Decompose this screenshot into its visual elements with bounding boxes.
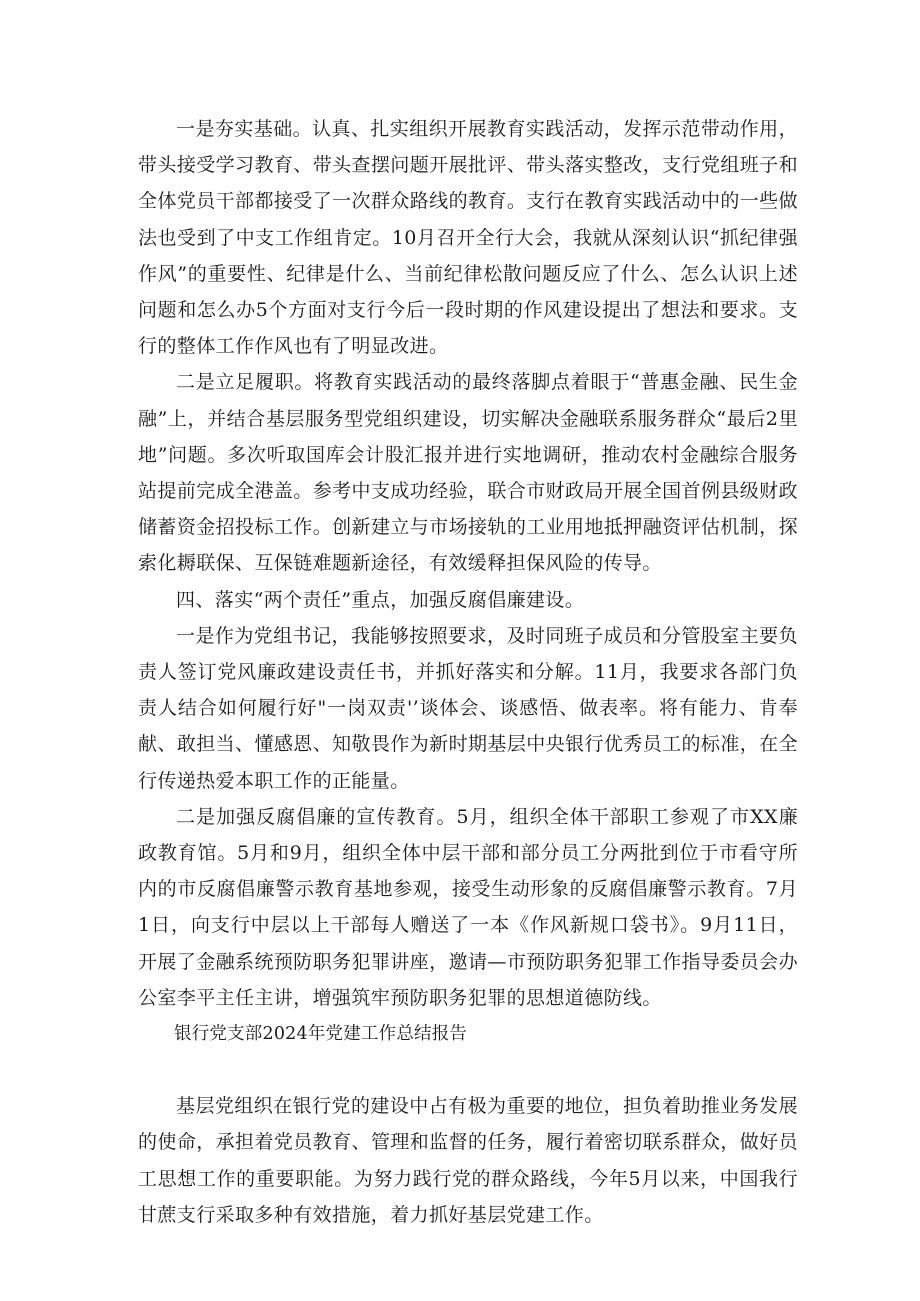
document-body xyxy=(138,111,798,1233)
section-heading-two-responsibilities: 四、落实“两个责任”重点，加强反腐倡廉建设。 xyxy=(176,588,585,611)
paragraph-party-secretary: 一是作为党组书记，我能够按照要求，及时同班子成员和分管股室主要负责人签订党风廉政建设责任书，并抓好落实和分解。11月，我要求各部门负责人结合如何履行好"一岗双责'’谈体会、谈感悟、做表率。将有能力、肯奉献、敢担当、懂感恩、知敬畏作为新时期基层中央银行优秀员工的标准，在全行传递热爱本职工作的正能量。 xyxy=(138,624,798,792)
paragraph-consolidate-foundation: 一是夯实基础。认真、扎实组织开展教育实践活动，发挥示范带动作用，带头接受学习教育、带头查摆问题开展批评、带头落实整改，支行党组班子和全体党员干部都接受了一次群众路线的教育。支行在教育实践活动中的一些做法也受到了中支工作组肯定。10月召开全行大会，我就从深刻认识“抓纪律强作风”的重要性、纪律是什么、当前纪律松散问题反应了什么、怎么认识上述问题和怎么办5个方面对支行今后一段时期的作风建设提出了想法和要求。支行的整体工作作风也有了明显改进。 xyxy=(138,118,798,358)
document-title: 银行党支部2024年党建工作总结报告 xyxy=(174,1024,468,1045)
spacer xyxy=(138,1052,798,1088)
paragraph-perform-duties: 二是立足履职。将教育实践活动的最终落脚点着眼于“普惠金融、民生金融”上，并结合基层服务型党组织建设，切实解决金融联系服务群众“最后2里地”问题。多次听取国库会计股汇报并进行实地调研，推动农村金融综合服务站提前完成全港盖。参考中支成功经验，联合市财政局开展全国首例县级财政储蓄资金招投标工作。创新建立与市场接轨的工业用地抵押融资评估机制，探索化耨联保、互保链难题新途径，有效缓释担保风险的传导。 xyxy=(138,371,798,575)
paragraph-intro: 基层党组织在银行党的建设中占有极为重要的地位，担负着助推业务发展的使命，承担着党员教育、管理和监督的任务，履行着密切联系群众，做好员工思想工作的重要职能。为努力践行党的群众路线，今年5月以来，中国我行甘蔗支行采取多种有效措施，着力抓好基层党建工作。 xyxy=(138,1095,798,1226)
paragraph-anti-corruption-education: 二是加强反腐倡廉的宣传教育。5月，组织全体干部职工参观了市XX廉政教育馆。5月和9月，组织全体中层干部和部分员工分两批到位于市看守所内的市反腐倡廉警示教育基地参观，接受生动形象的反腐倡廉警示教育。7月1日，向支行中层以上干部每人赠送了一本《作风新规口袋书》。9月11日，开展了金融系统预防职务犯罪讲座，邀请—市预防职务犯罪工作指导委员会办公室李平主任主讲，增强筑牢预防职务犯罪的思想道德防线。 xyxy=(138,805,798,1009)
